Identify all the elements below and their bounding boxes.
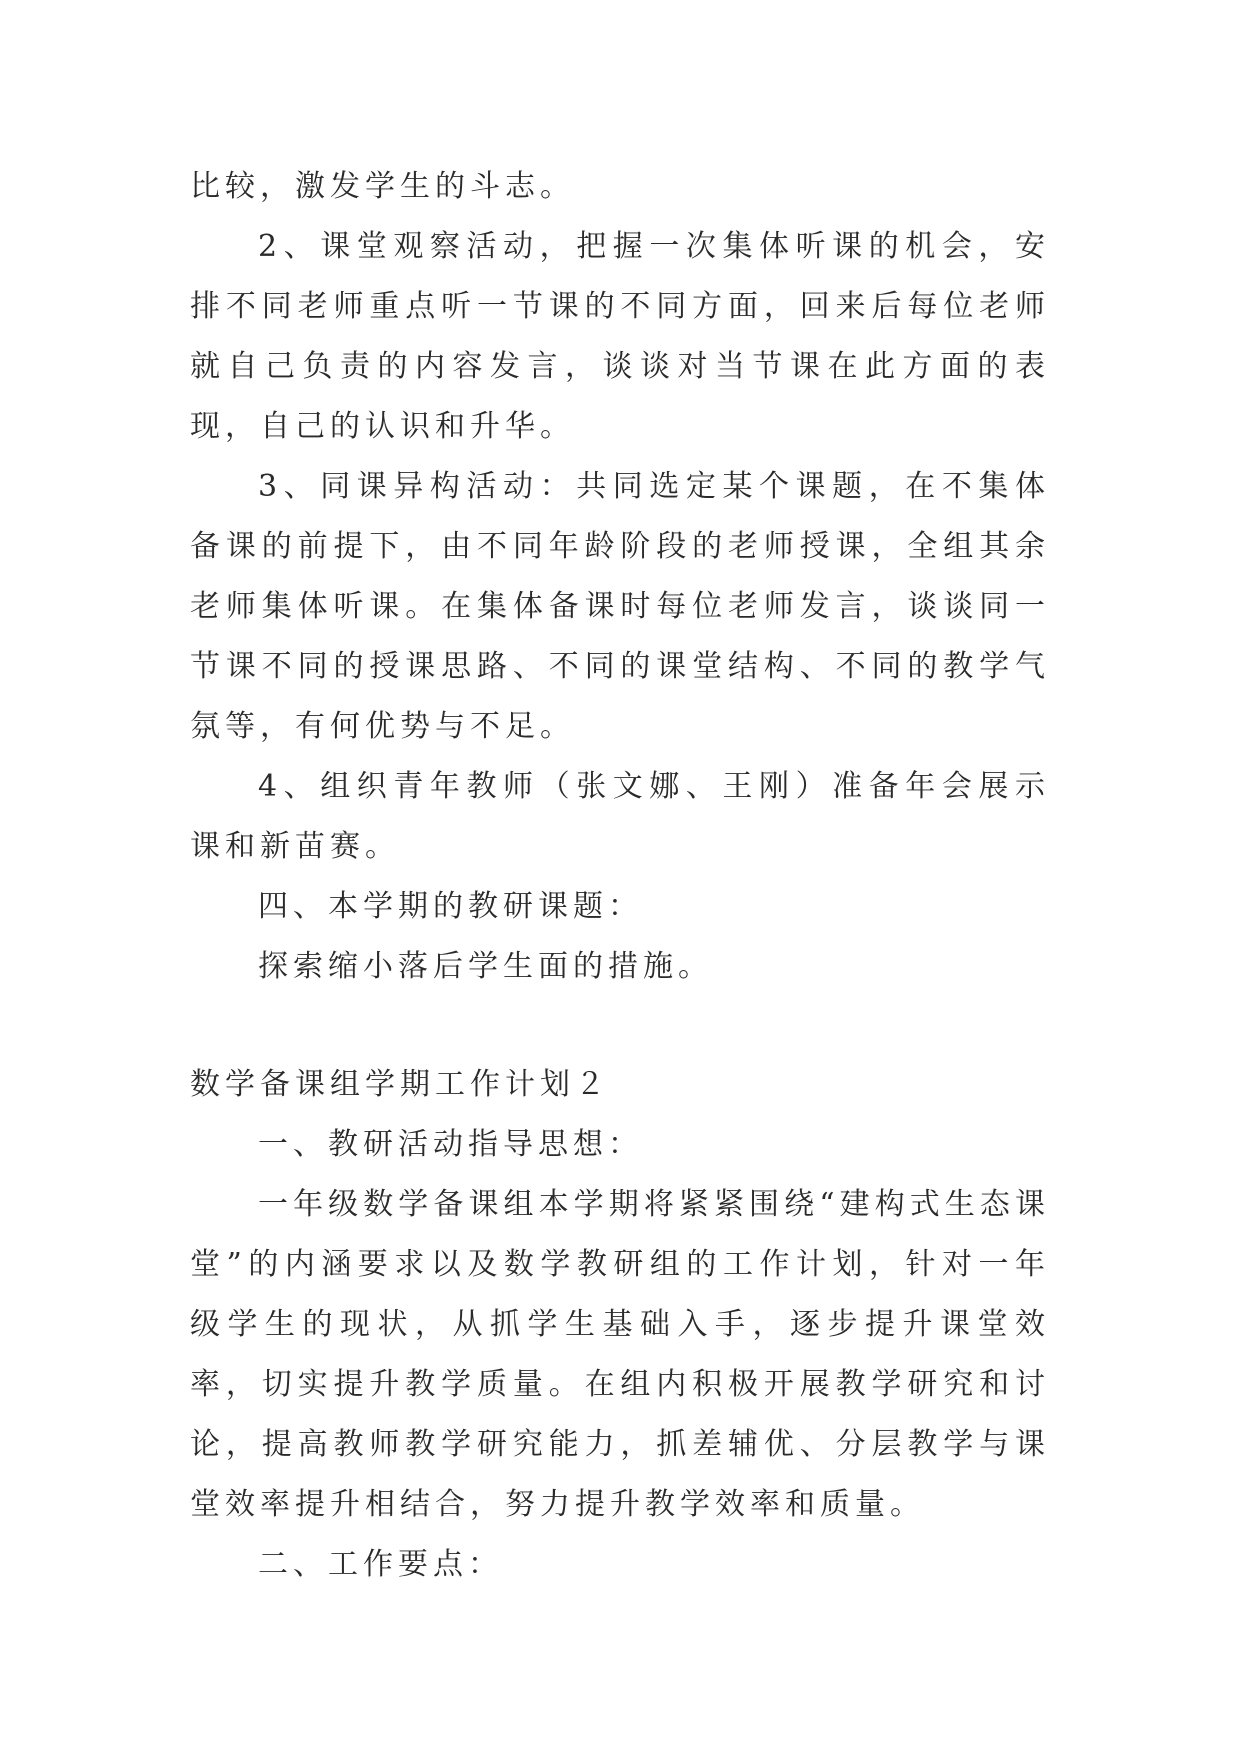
paragraph-item-4: 4、组织青年教师（张文娜、王刚）准备年会展示课和新苗赛。	[190, 769, 1050, 864]
section-heading-work-points: 二、工作要点：	[258, 1547, 503, 1582]
document-body	[190, 157, 1050, 1595]
paragraph-item-3: 3、同课异构活动：共同选定某个课题，在不集体备课的前提下，由不同年龄阶段的老师授课，全组其余老师集体听课。在集体备课时每位老师发言，谈谈同一节课不同的授课思路、不同的课堂结构、不同的教学气氛等，有何优势与不足。	[190, 469, 1050, 744]
section-heading-guiding-ideas: 一、教研活动指导思想：	[258, 1127, 643, 1162]
section-heading-research-topic: 四、本学期的教研课题：	[258, 889, 643, 924]
paragraph-item-2: 2、课堂观察活动，把握一次集体听课的机会，安排不同老师重点听一节课的不同方面，回来后每位老师就自己负责的内容发言，谈谈对当节课在此方面的表现，自己的认识和升华。	[190, 229, 1050, 444]
section-2	[190, 1055, 1050, 1595]
paragraph-guiding-ideas: 一年级数学备课组本学期将紧紧围绕“建构式生态课堂”的内涵要求以及数学教研组的工作计划，针对一年级学生的现状，从抓学生基础入手，逐步提升课堂效率，切实提升教学质量。在组内积极开展教学研究和讨论，提高教师教学研究能力，抓差辅优、分层教学与课堂效率提升相结合，努力提升教学效率和质量。	[190, 1187, 1050, 1522]
paragraph-research-topic: 探索缩小落后学生面的措施。	[258, 949, 713, 984]
paragraph-continuation: 比较，激发学生的斗志。	[190, 169, 575, 204]
section-title: 数学备课组学期工作计划２	[190, 1067, 610, 1102]
